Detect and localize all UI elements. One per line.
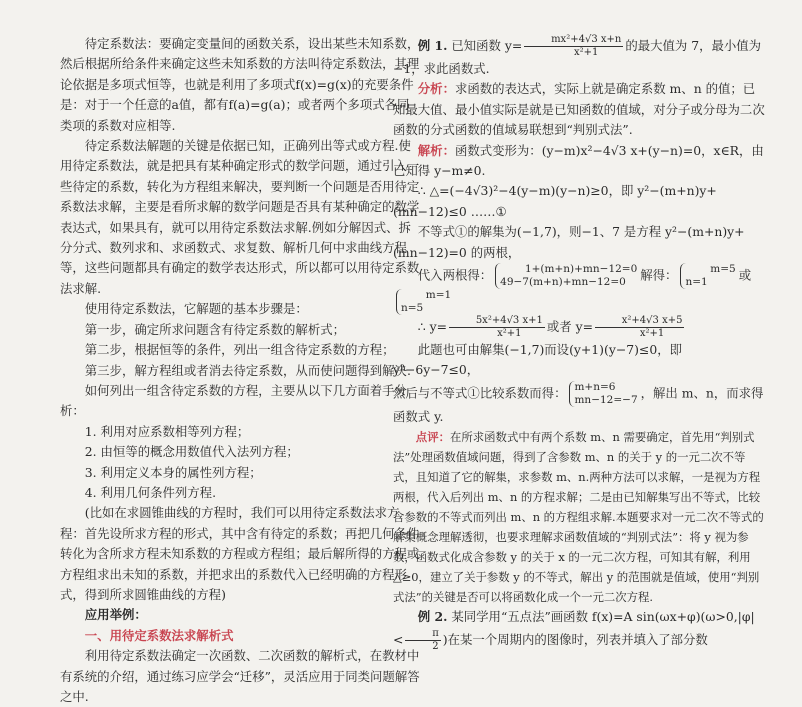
step-two: 第二步，根据恒等的条件，列出一组含待定系数的方程； bbox=[84, 342, 395, 358]
compare-coefficients: 然后与不等式①比较系数而得： m+n=6 mn−12=−7 ，解出 m、n，而求得函数式 y. bbox=[393, 380, 764, 424]
paragraph-steps-intro: 使用待定系数法，它解题的基本步骤是： bbox=[84, 301, 308, 317]
example-1: 例 1. 已知函数 y= $\frac{\text{mx²+4√3 x+n}}{\text{x²+1}}$ 的最大值为 7，最小值为−1，求此函数式. bbox=[393, 34, 762, 76]
examples-heading: 应用举例： bbox=[84, 607, 147, 623]
solution-label: 解析： bbox=[417, 142, 455, 158]
analysis: 分析：求函数的表达式，实际上就是确定系数 m、n 的值；已知最大值、最小值实际是就是已知函数的值域，对分子或分母为二次函数的分式函数的值域易联想到“判别式法”. bbox=[393, 81, 765, 138]
comment-label: 点评： bbox=[415, 430, 450, 445]
paragraph-conic-note: (比如在求圆锥曲线的方程时，我们可以用待定系数法求方程：首先设所求方程的形式，其中含有待定的系数；再把几何条件转化为含所求方程未知系数的方程或方程组；最后解所得的方程或方程组求出未知的系数，并把求出的系数代入已经明确的方程形式，得到所求圆锥曲线的方程) bbox=[60, 505, 420, 602]
result-line: ∴ y= $\frac{\text{5x²+4√3 x+1}}{\text{x²+1}}$ 或者 y= $\frac{\text{x²+4√3 x+5}}{\text{x²+1}}$ bbox=[417, 315, 683, 340]
paragraph-key-idea: 待定系数法解题的关键是依据已知，正确列出等式或方程.使用待定系数法，就是把具有某种确定形式的数学问题，通过引入一些待定的系数，转化为方程组来解决，要判断一个问题是否用待定系数法求解，主要是看所求解的数学问题是否具有某种确定的数学表达式，如果具有，就可以用待定系数法求解.例如分解因式、拆分分式、数列求和、求函数式、求复数、解析几何中求曲线方程等，这些问题都具有确定的数学表达形式，所以都可以用待定系数法求解. bbox=[60, 138, 420, 296]
alternative-method: 此题也可由解集(−1,7)而设(y+1)(y−7)≤0，即 y²−6y−7≤0， bbox=[393, 342, 682, 378]
fraction: $\frac{\text{mx²+4√3 x+n}}{\text{x²+1}}$ bbox=[524, 34, 623, 59]
solution-line-2: ∴ △=(−4√3)²−4(y−m)(y−n)≥0，即 y²−(m+n)y+(mn−12)≤0 ……① bbox=[393, 183, 717, 219]
paragraph-section-1: 利用待定系数法确定一次函数、二次函数的解析式，在教材中有系统的介绍，通过练习应学会“迁移”，灵活应用于同类问题解答之中. bbox=[60, 648, 420, 704]
solution-line-3: 不等式①的解集为(−1,7)，则−1、7 是方程 y²−(m+n)y+(mn−12)=0 的两根， bbox=[393, 224, 745, 260]
analysis-label: 分析： bbox=[417, 81, 455, 97]
equation-system-4: m+n=6 mn−12=−7 bbox=[569, 381, 637, 407]
left-column bbox=[60, 34, 420, 707]
example-1-label: 例 1. bbox=[417, 38, 448, 53]
method-item-3: 3. 利用定义本身的属性列方程； bbox=[84, 464, 262, 480]
paragraph-definition: 待定系数法：要确定变量间的函数关系，设出某些未知系数，然后根据所给条件来确定这些未知系数的方法叫待定系数法，其理论依据是多项式恒等，也就是利用了多项式f(x)=g(x)的充要条件是：对于一个任意的a值，都有f(a)=g(a)；或者两个多项式各同类项的系数对应相等. bbox=[60, 36, 420, 133]
step-three: 第三步，解方程组或者消去待定系数，从而使问题得到解决. bbox=[84, 362, 411, 378]
step-one: 第一步，确定所求问题含有待定系数的解析式； bbox=[84, 321, 345, 337]
paragraph-how-to: 如何列出一组含待定系数的方程，主要从以下几方面着手分析： bbox=[60, 382, 407, 419]
pi-fraction: $\frac{\pi}{2}$ bbox=[405, 628, 440, 653]
example-2-label: 例 2. bbox=[417, 609, 448, 625]
comment: 点评：在所求函数式中有两个系数 m、n 需要确定，首先用“判别式法”处理函数值域问题，得到了含参数 m、n 的关于 y 的一元二次不等式，且知道了它的解集，求参数 m、n.两种方法可以求解，一是视为方程两根，代入后列出 m、n 的方程求解；二是由已知解集写出不等式，比较含参数的不等式而列出 m、n 的方程组求解.本题要求对一元二次不等式的解集概念理解透彻，也要求理解求函数值域的“判别式法”：将 y 视为参数，函数式化成含参数 y 的关于 x 的一元二次方程，可知其有解，利用△≥0，建立了关于参数 y 的不等式，解出 y 的范围就是值域，使用“判别式法”的关键是否可以将函数化成一个一元二次方程. bbox=[393, 430, 764, 605]
result-fraction-2: $\frac{\text{x²+4√3 x+5}}{\text{x²+1}}$ bbox=[595, 315, 684, 340]
equation-system-2: m=5 n=1 bbox=[680, 263, 735, 289]
section-heading-1: 一、用待定系数法求解析式 bbox=[84, 627, 234, 643]
method-item-1: 1. 利用对应系数相等列方程； bbox=[84, 423, 250, 439]
example-2: 例 2. 某同学用“五点法”画函数 f(x)=A sin(ωx+φ)(ω>0,|φ|< $\frac{\pi}{2}$ )在某一个周期内的图像时，列表并填入了部分数 bbox=[393, 609, 755, 652]
right-column bbox=[393, 34, 765, 653]
solution-line-1: 解析：函数式变形为：(y−m)x²−4√3 x+(y−n)=0，x∈R，由已知得 y−m≠0. bbox=[393, 142, 764, 179]
method-item-4: 4. 利用几何条件列方程. bbox=[84, 484, 217, 500]
equation-system-3: m=1 n=5 bbox=[396, 289, 451, 315]
result-fraction-1: $\frac{\text{5x²+4√3 x+1}}{\text{x²+1}}$ bbox=[449, 315, 545, 340]
method-item-2: 2. 由恒等的概念用数值代入法列方程； bbox=[84, 444, 299, 460]
substitution-system: 代入两根得： 1+(m+n)+mn−12=0 49−7(m+n)+mn−12=0 解得： m=5 n=1 或m=1 n=5 bbox=[393, 263, 765, 315]
equation-system-1: 1+(m+n)+mn−12=0 49−7(m+n)+mn−12=0 bbox=[495, 263, 637, 289]
